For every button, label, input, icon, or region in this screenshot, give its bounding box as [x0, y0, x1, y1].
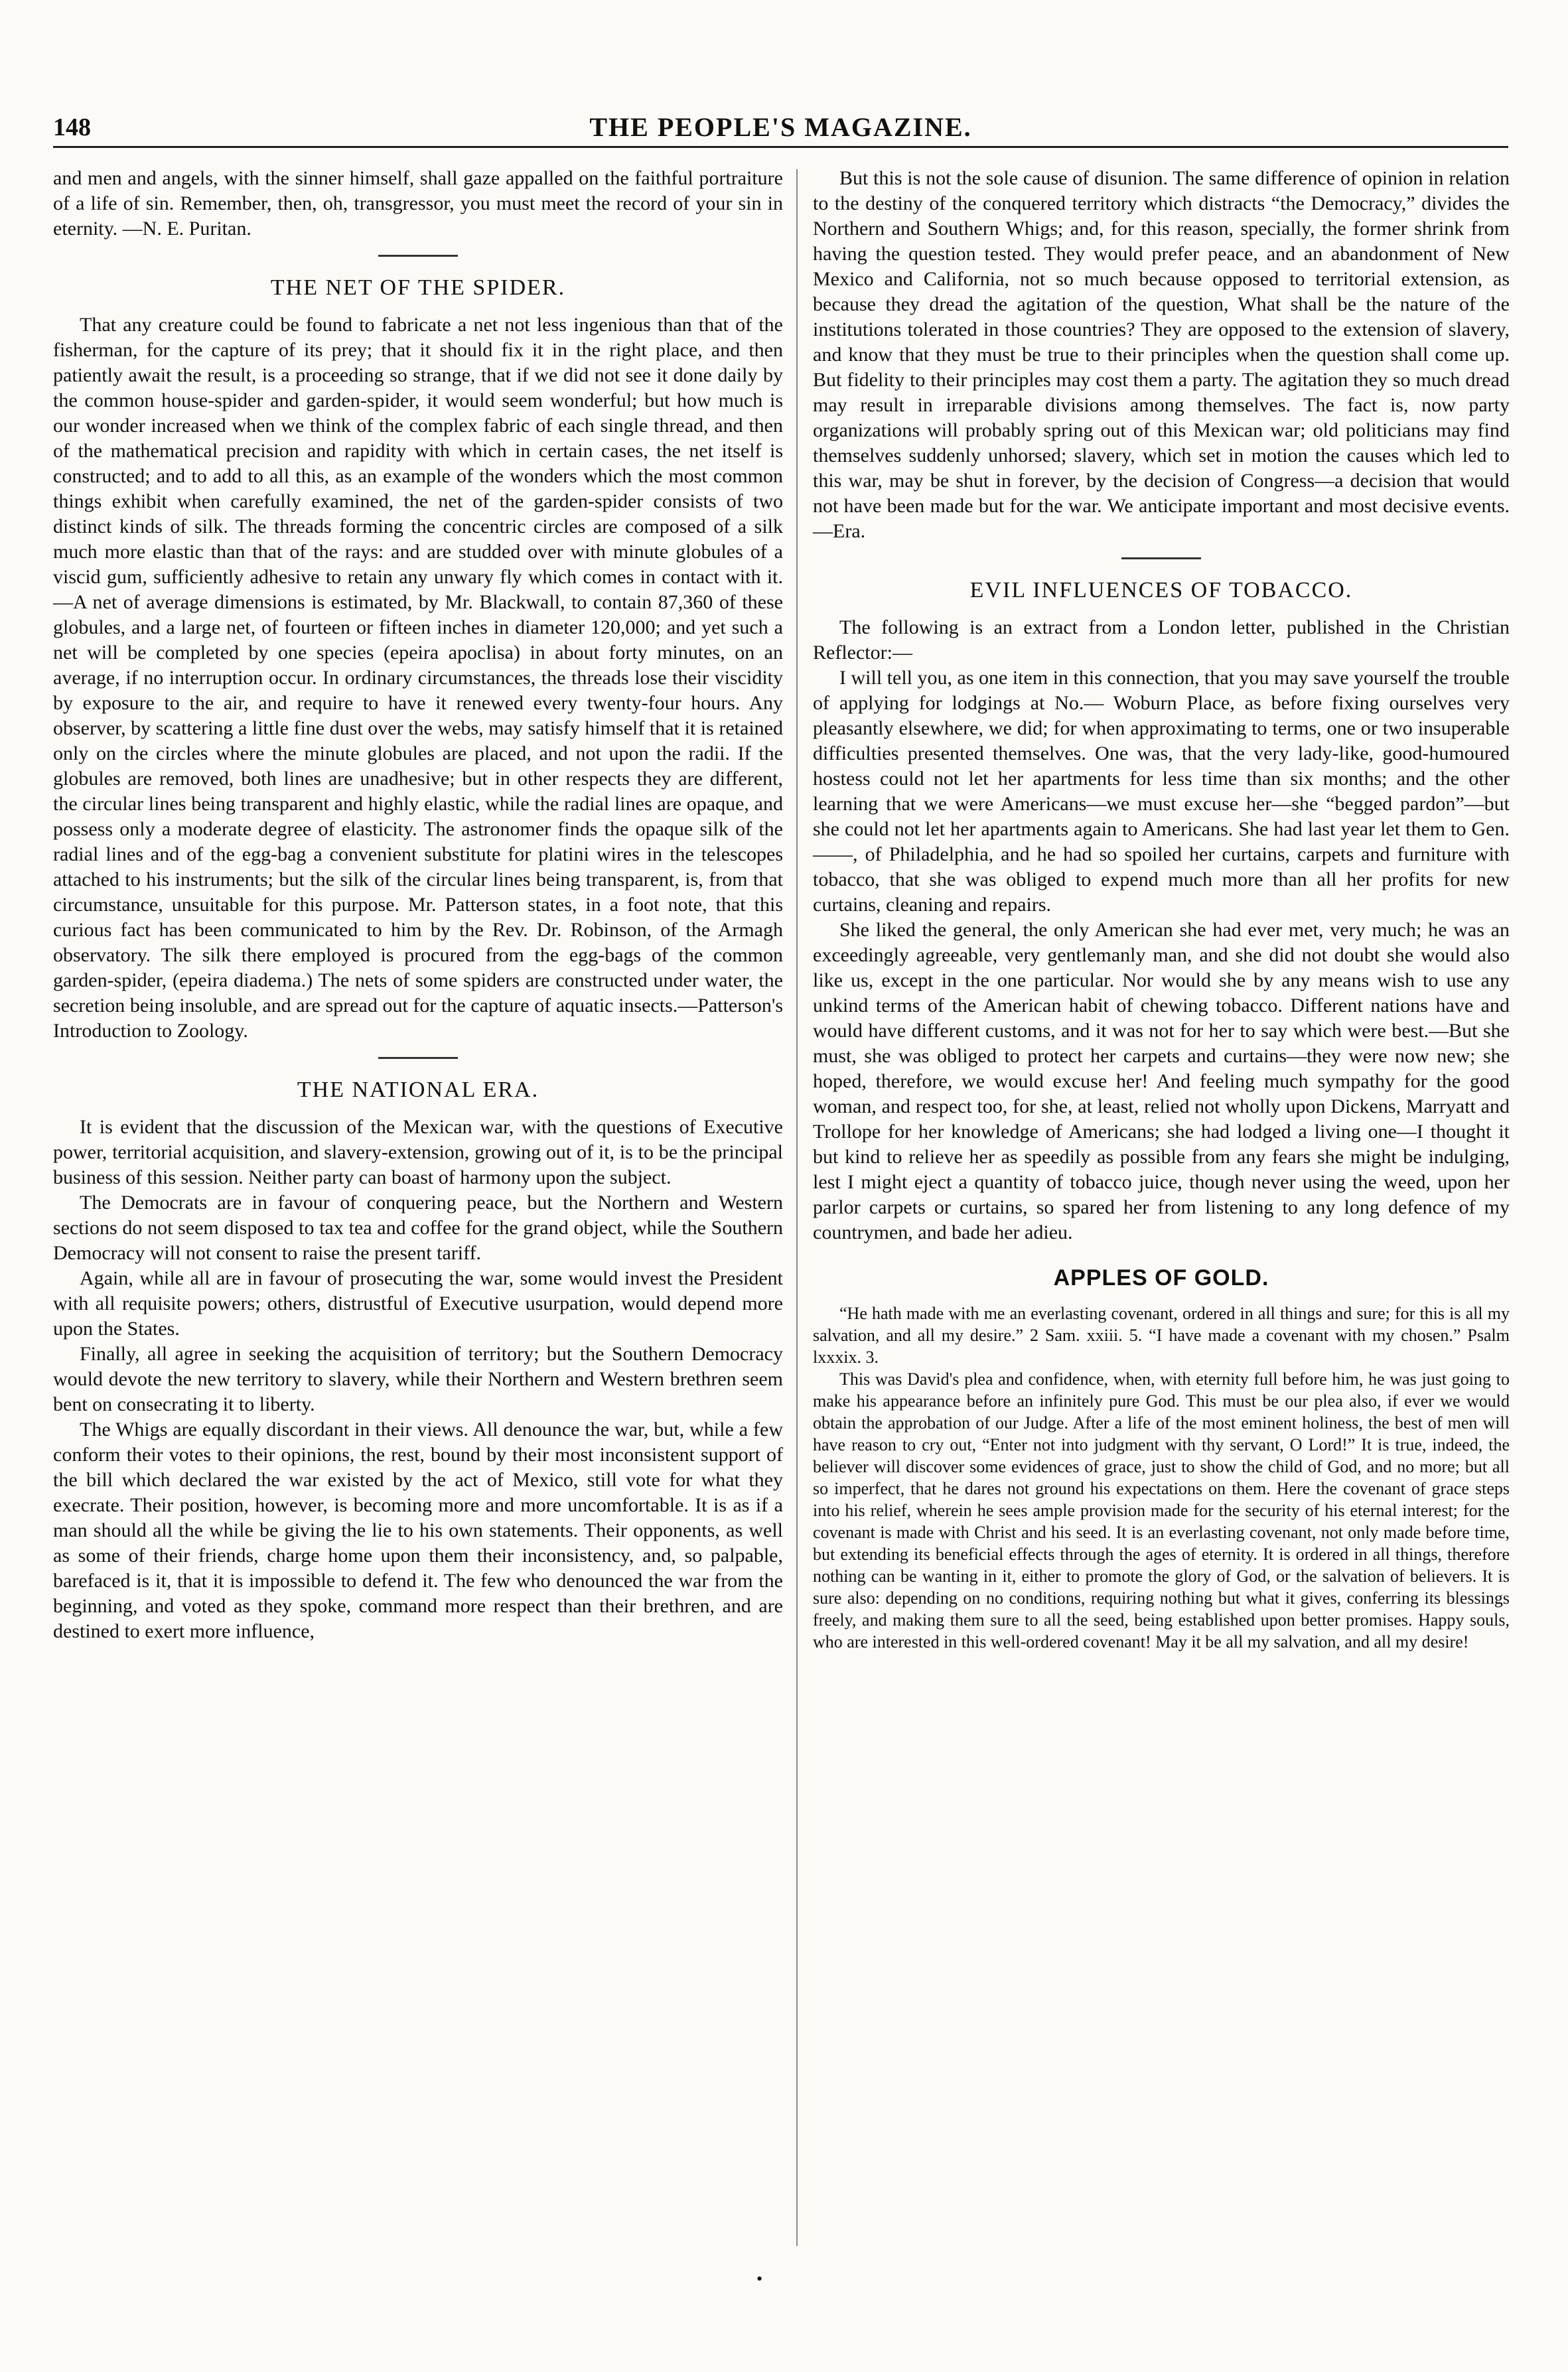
- era-paragraph: The Whigs are equally discordant in their views. All denounce the war, but, while a few conform their votes to their opinions, the rest, bound by their most inconsistent support of the bill which declared the war existed by the act of Mexico, still vote for what they execrate. Their position, however, is becoming more and more uncomfortable. It is as if a man should all the while be giving the lie to his own statements. Their opponents, as well as some of their friends, charge home upon them their inconsistency, and, so palpable, barefaced is it, that it is impossible to defend it. The few who denounced the war from the beginning, and voted as they spoke, command more respect than their brethren, and are destined to exert more influence,: [53, 1419, 783, 1642]
- section-divider: [378, 1057, 458, 1059]
- spider-article-body: That any creature could be found to fabricate a net not less ingenious than that of the fisherman, for the capture of its prey; that it should fix it in the right place, and then patiently await the result, is a proceeding so strange, that if we did not see it done daily by the common house-spider and garden-spider, it would seem wonderful; but how much is our wonder increased when we think of the complex fabric of each single thread, and then of the mathematical precision and rapidity with which in certain cases, the net itself is constructed; and to add to all this, as an example of the wonders which the most common things exhibit when carefully examined, the net of the garden-spider consists of two distinct kinds of silk. The threads forming the concentric circles are composed of a silk much more elastic than that of the rays: and are studded over with minute globules of a viscid gum, sufficiently adhesive to retain any unwary fly which comes in contact with it.—A net of average dimensions is estimated, by Mr. Blackwall, to contain 87,360 of these globules, and a large net, of fourteen or fifteen inches in diameter 120,000; and yet such a net will be completed by one species (epeira apoclisa) in about forty minutes, on an average, if no interruption occur. In ordinary circumstances, the threads lose their viscidity by exposure to the air, and require to have it renewed every twenty-four hours. Any observer, by scattering a little fine dust over the webs, may satisfy himself that it is retained only on the circles where the minute globules are placed, and not upon the radii. If the globules are removed, both lines are unadhesive; but in other respects they are different, the circular lines being transparent and highly elastic, while the radial lines are opaque, and possess only a moderate degree of elasticity. The astronomer finds the opaque silk of the radial lines and of the egg-bag a convenient substitute for platini wires in the telescopes attached to his instruments; but the silk of the circular lines being transparent, is, from that circumstance, unsuitable for this purpose. Mr. Patterson states, in a foot note, that this curious fact has been communicated to him by the Rev. Dr. Robinson, of the Armagh observatory. The silk there employed is procured from the egg-bags of the common garden-spider, (epeira diadema.) The nets of some spiders are constructed under water, the secretion being insoluble, and are spread out for the capture of aquatic insects.—Patterson's Introduction to Zoology.: [53, 314, 783, 1042]
- tobacco-paragraph: I will tell you, as one item in this connection, that you may save yourself the trouble of applying for lodgings at No.— Woburn Place, as before fixing ourselves very pleasantly elsewhere, we did; for when approximating to terms, one or two insuperable difficulties presented themselves. One was, that the very lady-like, good-humoured hostess could not let her apartments for less time than six months; and the other learning that we were Americans—we must excuse her—she “begged pardon”—but she could not let her apartments again to Americans. She had last year let them to Gen. ——, of Philadelphia, and he had so spoiled her curtains, carpets and furniture with tobacco, that she was obliged to expend much more than all her profits for new curtains, cleaning and repairs.: [813, 667, 1510, 916]
- running-title: THE PEOPLE'S MAGAZINE.: [589, 112, 972, 142]
- apples-scripture-quote: “He hath made with me an everlasting covenant, ordered in all things and sure; for this is all my salvation, and all my desire.” 2 Sam. xxiii. 5. “I have made a covenant with my chosen.” Psalm lxxxix. 3.: [813, 1304, 1510, 1367]
- puritan-excerpt: and men and angels, with the sinner himself, shall gaze appalled on the faithful portraiture of a life of sin. Remember, then, oh, transgressor, you must meet the record of your sin in eternity. —N. E. Puritan.: [53, 167, 783, 240]
- page-header: [53, 100, 1508, 148]
- apples-article-title: APPLES OF GOLD.: [1053, 1265, 1269, 1291]
- right-column: [813, 166, 1510, 1653]
- tobacco-article-title: EVIL INFLUENCES OF TOBACCO.: [969, 578, 1353, 602]
- tobacco-intro: The following is an extract from a London letter, published in the Christian Reflector:—: [813, 616, 1510, 663]
- left-column: [53, 166, 783, 1644]
- era-continued-paragraph: But this is not the sole cause of disunion. The same difference of opinion in relation to the destiny of the conquered territory which distracts “the Democracy,” divides the Northern and Southern Whigs; and, for this reason, specially, the former shrink from having the question tested. They would prefer peace, and an abandonment of New Mexico and California, not so much because opposed to territorial extension, as because they dread the agitation of the question, What shall be the nature of the institutions tolerated in those countries? They are opposed to the extension of slavery, and know that they must be true to their principles when the question shall come up. But fidelity to their principles may cost them a party. The agitation they so much dread may result in irreparable divisions among themselves. The fact is, now party organizations will probably spring out of this Mexican war; old politicians may find themselves suddenly unhorsed; slavery, which set in motion the causes which led to this war, may be shut in forever, by the decision of Congress—a decision that would not have been made but for the war. We anticipate important and most decisive events.—Era.: [813, 167, 1510, 542]
- era-article-title: THE NATIONAL ERA.: [297, 1078, 539, 1102]
- tobacco-paragraph: She liked the general, the only American she had ever met, very much; he was an exceedingly agreeable, very gentlemanly man, and she did not doubt she would also like us, except in the one particular. Nor would she by any means wish to use any unkind terms of the American habit of chewing tobacco. Different nations have and would have different customs, and it was not for her to say which were best.—But she must, she was obliged to protect her carpets and curtains—they were now new; she hoped, therefore, we would excuse her! And feeling much sympathy for the good woman, and respect too, for she, at least, relied not wholly upon Dickens, Marryatt and Trollope for her knowledge of Americans; she had lodged a living one—I thought it but kind to relieve her as speedily as possible from any fears she might be indulging, lest I might eject a quantity of tobacco juice, though never using the weed, upon her parlor carpets or curtains, so spared her from listening to any long defence of my countrymen, and bade her adieu.: [813, 919, 1510, 1243]
- page-number: 148: [53, 113, 91, 141]
- era-paragraph: The Democrats are in favour of conquering peace, but the Northern and Western sections do not seem disposed to tax tea and coffee for the grand object, while the Southern Democracy will not consent to raise the present tariff.: [53, 1192, 783, 1264]
- spacer: [813, 1245, 1510, 1265]
- era-paragraph: Finally, all agree in seeking the acquisition of territory; but the Southern Democracy would devote the new territory to slavery, while their Northern and Western brethren seem bent on consecrating it to liberty.: [53, 1343, 783, 1415]
- apples-article-body: This was David's plea and confidence, when, with eternity full before him, he was just going to make his appearance before an infinitely pure God. This must be our plea also, if ever we would obtain the approbation of our Judge. After a life of the most eminent holiness, the best of men will have reason to cry out, “Enter not into judgment with thy servant, O Lord!” It is true, indeed, the believer will discover some evidences of grace, just to show the child of God, and no more; but all so imperfect, that he dares not ground his expectations on them. Here the covenant of grace steps into his relief, wherein he sees ample provision made for the security of his eternal interest; for the covenant is made with Christ and his seed. It is an everlasting covenant, not only made before time, but extending its beneficial effects through the ages of eternity. It is ordered in all things, therefore nothing can be wanting in it, either to promote the glory of God, or the salvation of believers. It is sure also: depending on no conditions, requiring nothing but what it gives, conferring its blessings freely, and making them sure to all the seed, being established upon better promises. Happy souls, who are interested in this well-ordered covenant! May it be all my salvation, and all my desire!: [813, 1369, 1510, 1651]
- era-paragraph: It is evident that the discussion of the Mexican war, with the questions of Executive power, territorial acquisition, and slavery-extension, growing out of it, is to be the principal business of this session. Neither party can boast of harmony upon the subject.: [53, 1116, 783, 1188]
- section-divider: [1121, 557, 1201, 559]
- section-divider: [378, 255, 458, 257]
- spider-article-title: THE NET OF THE SPIDER.: [270, 275, 566, 300]
- page-mark: •: [756, 2269, 763, 2288]
- column-divider: [796, 169, 798, 2246]
- era-paragraph: Again, while all are in favour of prosecuting the war, some would invest the President with all requisite powers; others, distrustful of Executive usurpation, would depend more upon the States.: [53, 1267, 783, 1340]
